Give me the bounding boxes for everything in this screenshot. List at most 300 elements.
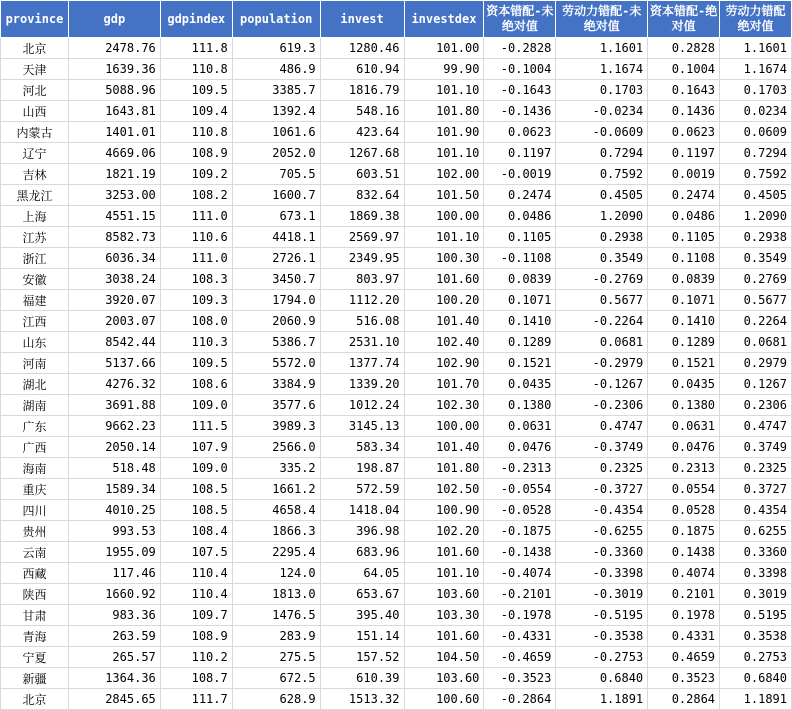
cell-investdex[interactable]: 103.60 — [404, 668, 484, 689]
cell-capital-misalloc-raw[interactable]: -0.3523 — [484, 668, 556, 689]
cell-capital-misalloc-abs[interactable]: 0.2828 — [648, 38, 720, 59]
cell-gdp[interactable]: 993.53 — [68, 521, 160, 542]
header-gdpindex[interactable]: gdpindex — [160, 1, 232, 38]
cell-labor-misalloc-abs[interactable]: 0.2979 — [720, 353, 792, 374]
cell-labor-misalloc-abs[interactable]: 0.3749 — [720, 437, 792, 458]
cell-population[interactable]: 3450.7 — [232, 269, 320, 290]
cell-gdp[interactable]: 1364.36 — [68, 668, 160, 689]
cell-labor-misalloc-raw[interactable]: -0.0234 — [556, 101, 648, 122]
cell-province[interactable]: 广西 — [1, 437, 69, 458]
cell-labor-misalloc-abs[interactable]: 0.2306 — [720, 395, 792, 416]
cell-labor-misalloc-abs[interactable]: 1.2090 — [720, 206, 792, 227]
cell-investdex[interactable]: 101.80 — [404, 101, 484, 122]
cell-invest[interactable]: 683.96 — [320, 542, 404, 563]
cell-gdpindex[interactable]: 108.0 — [160, 311, 232, 332]
cell-province[interactable]: 北京 — [1, 689, 69, 710]
cell-capital-misalloc-raw[interactable]: -0.1436 — [484, 101, 556, 122]
cell-population[interactable]: 2052.0 — [232, 143, 320, 164]
cell-province[interactable]: 吉林 — [1, 164, 69, 185]
cell-labor-misalloc-abs[interactable]: 0.3398 — [720, 563, 792, 584]
cell-capital-misalloc-abs[interactable]: 0.1197 — [648, 143, 720, 164]
cell-invest[interactable]: 1869.38 — [320, 206, 404, 227]
cell-capital-misalloc-abs[interactable]: 0.1289 — [648, 332, 720, 353]
cell-gdpindex[interactable]: 111.8 — [160, 38, 232, 59]
cell-investdex[interactable]: 100.30 — [404, 248, 484, 269]
cell-gdpindex[interactable]: 108.4 — [160, 521, 232, 542]
cell-invest[interactable]: 395.40 — [320, 605, 404, 626]
cell-population[interactable]: 5572.0 — [232, 353, 320, 374]
cell-investdex[interactable]: 104.50 — [404, 647, 484, 668]
cell-capital-misalloc-raw[interactable]: -0.1643 — [484, 80, 556, 101]
cell-province[interactable]: 海南 — [1, 458, 69, 479]
cell-population[interactable]: 1661.2 — [232, 479, 320, 500]
cell-labor-misalloc-raw[interactable]: 0.3549 — [556, 248, 648, 269]
cell-population[interactable]: 2295.4 — [232, 542, 320, 563]
cell-capital-misalloc-raw[interactable]: -0.0554 — [484, 479, 556, 500]
cell-gdp[interactable]: 4551.15 — [68, 206, 160, 227]
cell-gdpindex[interactable]: 111.0 — [160, 248, 232, 269]
cell-gdp[interactable]: 1643.81 — [68, 101, 160, 122]
cell-capital-misalloc-raw[interactable]: 0.1410 — [484, 311, 556, 332]
cell-labor-misalloc-raw[interactable]: -0.5195 — [556, 605, 648, 626]
cell-investdex[interactable]: 101.50 — [404, 185, 484, 206]
cell-labor-misalloc-abs[interactable]: 0.3360 — [720, 542, 792, 563]
cell-capital-misalloc-abs[interactable]: 0.1521 — [648, 353, 720, 374]
cell-labor-misalloc-raw[interactable]: 0.1703 — [556, 80, 648, 101]
cell-invest[interactable]: 583.34 — [320, 437, 404, 458]
cell-labor-misalloc-raw[interactable]: 1.1674 — [556, 59, 648, 80]
cell-investdex[interactable]: 102.00 — [404, 164, 484, 185]
cell-population[interactable]: 3989.3 — [232, 416, 320, 437]
cell-labor-misalloc-raw[interactable]: 0.6840 — [556, 668, 648, 689]
cell-capital-misalloc-abs[interactable]: 0.0486 — [648, 206, 720, 227]
cell-labor-misalloc-raw[interactable]: 1.1891 — [556, 689, 648, 710]
cell-capital-misalloc-abs[interactable]: 0.1438 — [648, 542, 720, 563]
cell-gdp[interactable]: 265.57 — [68, 647, 160, 668]
cell-invest[interactable]: 610.39 — [320, 668, 404, 689]
cell-province[interactable]: 宁夏 — [1, 647, 69, 668]
cell-invest[interactable]: 1280.46 — [320, 38, 404, 59]
cell-invest[interactable]: 1012.24 — [320, 395, 404, 416]
cell-capital-misalloc-abs[interactable]: 0.0631 — [648, 416, 720, 437]
cell-capital-misalloc-raw[interactable]: -0.0019 — [484, 164, 556, 185]
cell-population[interactable]: 2060.9 — [232, 311, 320, 332]
cell-investdex[interactable]: 102.40 — [404, 332, 484, 353]
cell-capital-misalloc-abs[interactable]: 0.1875 — [648, 521, 720, 542]
cell-province[interactable]: 江西 — [1, 311, 69, 332]
cell-invest[interactable]: 396.98 — [320, 521, 404, 542]
cell-labor-misalloc-abs[interactable]: 0.4505 — [720, 185, 792, 206]
cell-capital-misalloc-raw[interactable]: 0.0631 — [484, 416, 556, 437]
header-investdex[interactable]: investdex — [404, 1, 484, 38]
cell-capital-misalloc-abs[interactable]: 0.0528 — [648, 500, 720, 521]
cell-labor-misalloc-abs[interactable]: 0.2753 — [720, 647, 792, 668]
cell-gdpindex[interactable]: 107.9 — [160, 437, 232, 458]
cell-gdpindex[interactable]: 110.8 — [160, 122, 232, 143]
cell-labor-misalloc-abs[interactable]: 0.0234 — [720, 101, 792, 122]
cell-investdex[interactable]: 101.10 — [404, 227, 484, 248]
cell-capital-misalloc-raw[interactable]: 0.0476 — [484, 437, 556, 458]
cell-province[interactable]: 山东 — [1, 332, 69, 353]
cell-gdpindex[interactable]: 111.5 — [160, 416, 232, 437]
cell-province[interactable]: 湖南 — [1, 395, 69, 416]
cell-labor-misalloc-raw[interactable]: 0.5677 — [556, 290, 648, 311]
cell-gdp[interactable]: 518.48 — [68, 458, 160, 479]
cell-invest[interactable]: 2569.97 — [320, 227, 404, 248]
cell-labor-misalloc-raw[interactable]: 0.4747 — [556, 416, 648, 437]
cell-capital-misalloc-raw[interactable]: -0.2313 — [484, 458, 556, 479]
cell-gdp[interactable]: 2003.07 — [68, 311, 160, 332]
cell-investdex[interactable]: 101.70 — [404, 374, 484, 395]
cell-capital-misalloc-raw[interactable]: -0.0528 — [484, 500, 556, 521]
cell-gdpindex[interactable]: 108.2 — [160, 185, 232, 206]
cell-labor-misalloc-raw[interactable]: -0.3360 — [556, 542, 648, 563]
cell-labor-misalloc-abs[interactable]: 0.2938 — [720, 227, 792, 248]
cell-population[interactable]: 2726.1 — [232, 248, 320, 269]
cell-capital-misalloc-raw[interactable]: 0.1071 — [484, 290, 556, 311]
cell-province[interactable]: 广东 — [1, 416, 69, 437]
cell-labor-misalloc-raw[interactable]: -0.2306 — [556, 395, 648, 416]
cell-investdex[interactable]: 100.20 — [404, 290, 484, 311]
cell-invest[interactable]: 548.16 — [320, 101, 404, 122]
cell-province[interactable]: 上海 — [1, 206, 69, 227]
cell-province[interactable]: 北京 — [1, 38, 69, 59]
cell-investdex[interactable]: 101.00 — [404, 38, 484, 59]
cell-labor-misalloc-abs[interactable]: 0.2769 — [720, 269, 792, 290]
cell-capital-misalloc-raw[interactable]: -0.2101 — [484, 584, 556, 605]
cell-gdpindex[interactable]: 109.0 — [160, 458, 232, 479]
cell-gdpindex[interactable]: 108.9 — [160, 626, 232, 647]
cell-province[interactable]: 河北 — [1, 80, 69, 101]
cell-gdpindex[interactable]: 109.0 — [160, 395, 232, 416]
header-gdp[interactable]: gdp — [68, 1, 160, 38]
cell-capital-misalloc-abs[interactable]: 0.1105 — [648, 227, 720, 248]
cell-investdex[interactable]: 100.90 — [404, 500, 484, 521]
cell-population[interactable]: 3385.7 — [232, 80, 320, 101]
cell-province[interactable]: 贵州 — [1, 521, 69, 542]
cell-labor-misalloc-abs[interactable]: 0.2325 — [720, 458, 792, 479]
cell-investdex[interactable]: 101.10 — [404, 143, 484, 164]
cell-province[interactable]: 江苏 — [1, 227, 69, 248]
cell-capital-misalloc-abs[interactable]: 0.1410 — [648, 311, 720, 332]
cell-labor-misalloc-abs[interactable]: 0.1267 — [720, 374, 792, 395]
cell-population[interactable]: 1600.7 — [232, 185, 320, 206]
cell-province[interactable]: 云南 — [1, 542, 69, 563]
cell-investdex[interactable]: 103.60 — [404, 584, 484, 605]
cell-investdex[interactable]: 101.10 — [404, 80, 484, 101]
cell-labor-misalloc-raw[interactable]: 1.1601 — [556, 38, 648, 59]
cell-gdp[interactable]: 2845.65 — [68, 689, 160, 710]
cell-investdex[interactable]: 101.90 — [404, 122, 484, 143]
cell-gdpindex[interactable]: 109.5 — [160, 353, 232, 374]
cell-capital-misalloc-abs[interactable]: 0.1004 — [648, 59, 720, 80]
cell-capital-misalloc-raw[interactable]: -0.2864 — [484, 689, 556, 710]
cell-labor-misalloc-raw[interactable]: -0.6255 — [556, 521, 648, 542]
cell-capital-misalloc-abs[interactable]: 0.4074 — [648, 563, 720, 584]
cell-labor-misalloc-abs[interactable]: 0.0609 — [720, 122, 792, 143]
cell-capital-misalloc-raw[interactable]: 0.1105 — [484, 227, 556, 248]
cell-province[interactable]: 河南 — [1, 353, 69, 374]
cell-labor-misalloc-raw[interactable]: -0.1267 — [556, 374, 648, 395]
cell-investdex[interactable]: 101.40 — [404, 437, 484, 458]
cell-gdp[interactable]: 3920.07 — [68, 290, 160, 311]
cell-population[interactable]: 3384.9 — [232, 374, 320, 395]
cell-invest[interactable]: 1267.68 — [320, 143, 404, 164]
cell-gdpindex[interactable]: 109.5 — [160, 80, 232, 101]
cell-population[interactable]: 486.9 — [232, 59, 320, 80]
cell-labor-misalloc-raw[interactable]: 0.7592 — [556, 164, 648, 185]
cell-investdex[interactable]: 102.20 — [404, 521, 484, 542]
cell-investdex[interactable]: 101.60 — [404, 626, 484, 647]
cell-capital-misalloc-raw[interactable]: -0.1004 — [484, 59, 556, 80]
cell-labor-misalloc-raw[interactable]: -0.0609 — [556, 122, 648, 143]
cell-population[interactable]: 275.5 — [232, 647, 320, 668]
cell-investdex[interactable]: 102.30 — [404, 395, 484, 416]
cell-investdex[interactable]: 100.00 — [404, 416, 484, 437]
cell-gdpindex[interactable]: 109.4 — [160, 101, 232, 122]
cell-gdpindex[interactable]: 111.0 — [160, 206, 232, 227]
cell-province[interactable]: 山西 — [1, 101, 69, 122]
cell-gdpindex[interactable]: 108.7 — [160, 668, 232, 689]
cell-labor-misalloc-raw[interactable]: -0.2264 — [556, 311, 648, 332]
cell-capital-misalloc-abs[interactable]: 0.1978 — [648, 605, 720, 626]
cell-gdpindex[interactable]: 110.3 — [160, 332, 232, 353]
cell-capital-misalloc-abs[interactable]: 0.0623 — [648, 122, 720, 143]
cell-investdex[interactable]: 101.40 — [404, 311, 484, 332]
cell-province[interactable]: 内蒙古 — [1, 122, 69, 143]
cell-labor-misalloc-raw[interactable]: -0.3727 — [556, 479, 648, 500]
cell-labor-misalloc-abs[interactable]: 0.3727 — [720, 479, 792, 500]
cell-population[interactable]: 124.0 — [232, 563, 320, 584]
cell-labor-misalloc-raw[interactable]: 0.7294 — [556, 143, 648, 164]
cell-investdex[interactable]: 101.80 — [404, 458, 484, 479]
cell-invest[interactable]: 803.97 — [320, 269, 404, 290]
cell-province[interactable]: 天津 — [1, 59, 69, 80]
cell-capital-misalloc-abs[interactable]: 0.2313 — [648, 458, 720, 479]
cell-invest[interactable]: 516.08 — [320, 311, 404, 332]
cell-gdpindex[interactable]: 107.5 — [160, 542, 232, 563]
cell-gdp[interactable]: 1589.34 — [68, 479, 160, 500]
cell-labor-misalloc-abs[interactable]: 0.7294 — [720, 143, 792, 164]
cell-gdpindex[interactable]: 109.2 — [160, 164, 232, 185]
cell-capital-misalloc-abs[interactable]: 0.4659 — [648, 647, 720, 668]
cell-capital-misalloc-abs[interactable]: 0.2864 — [648, 689, 720, 710]
cell-gdp[interactable]: 263.59 — [68, 626, 160, 647]
header-province[interactable]: province — [1, 1, 69, 38]
cell-gdpindex[interactable]: 110.8 — [160, 59, 232, 80]
cell-labor-misalloc-raw[interactable]: -0.2769 — [556, 269, 648, 290]
cell-labor-misalloc-raw[interactable]: -0.3398 — [556, 563, 648, 584]
cell-investdex[interactable]: 103.30 — [404, 605, 484, 626]
cell-gdp[interactable]: 8582.73 — [68, 227, 160, 248]
cell-gdpindex[interactable]: 109.7 — [160, 605, 232, 626]
cell-gdp[interactable]: 4010.25 — [68, 500, 160, 521]
cell-labor-misalloc-abs[interactable]: 0.5677 — [720, 290, 792, 311]
cell-gdp[interactable]: 117.46 — [68, 563, 160, 584]
cell-population[interactable]: 619.3 — [232, 38, 320, 59]
cell-population[interactable]: 628.9 — [232, 689, 320, 710]
cell-invest[interactable]: 64.05 — [320, 563, 404, 584]
cell-gdp[interactable]: 5137.66 — [68, 353, 160, 374]
cell-labor-misalloc-abs[interactable]: 0.0681 — [720, 332, 792, 353]
cell-invest[interactable]: 572.59 — [320, 479, 404, 500]
cell-labor-misalloc-raw[interactable]: -0.2753 — [556, 647, 648, 668]
cell-labor-misalloc-abs[interactable]: 0.2264 — [720, 311, 792, 332]
cell-gdp[interactable]: 1639.36 — [68, 59, 160, 80]
header-labor-misalloc-abs[interactable]: 劳动力错配绝对值 — [720, 1, 792, 38]
cell-capital-misalloc-raw[interactable]: 0.1197 — [484, 143, 556, 164]
cell-gdpindex[interactable]: 108.5 — [160, 479, 232, 500]
cell-population[interactable]: 2566.0 — [232, 437, 320, 458]
cell-gdpindex[interactable]: 108.9 — [160, 143, 232, 164]
cell-capital-misalloc-raw[interactable]: -0.4659 — [484, 647, 556, 668]
cell-population[interactable]: 705.5 — [232, 164, 320, 185]
cell-gdp[interactable]: 1660.92 — [68, 584, 160, 605]
cell-labor-misalloc-raw[interactable]: -0.3538 — [556, 626, 648, 647]
cell-investdex[interactable]: 100.00 — [404, 206, 484, 227]
cell-capital-misalloc-abs[interactable]: 0.0435 — [648, 374, 720, 395]
cell-gdp[interactable]: 2478.76 — [68, 38, 160, 59]
cell-population[interactable]: 1476.5 — [232, 605, 320, 626]
cell-province[interactable]: 辽宁 — [1, 143, 69, 164]
cell-population[interactable]: 1061.6 — [232, 122, 320, 143]
cell-invest[interactable]: 1377.74 — [320, 353, 404, 374]
cell-population[interactable]: 3577.6 — [232, 395, 320, 416]
cell-capital-misalloc-abs[interactable]: 0.2101 — [648, 584, 720, 605]
cell-capital-misalloc-raw[interactable]: -0.4331 — [484, 626, 556, 647]
cell-gdpindex[interactable]: 110.4 — [160, 563, 232, 584]
cell-gdpindex[interactable]: 108.5 — [160, 500, 232, 521]
cell-gdpindex[interactable]: 111.7 — [160, 689, 232, 710]
cell-gdp[interactable]: 1821.19 — [68, 164, 160, 185]
cell-labor-misalloc-abs[interactable]: 0.3538 — [720, 626, 792, 647]
cell-invest[interactable]: 603.51 — [320, 164, 404, 185]
cell-capital-misalloc-raw[interactable]: 0.1289 — [484, 332, 556, 353]
cell-labor-misalloc-raw[interactable]: -0.3019 — [556, 584, 648, 605]
cell-labor-misalloc-abs[interactable]: 1.1674 — [720, 59, 792, 80]
cell-gdpindex[interactable]: 110.4 — [160, 584, 232, 605]
cell-province[interactable]: 黑龙江 — [1, 185, 69, 206]
cell-gdp[interactable]: 6036.34 — [68, 248, 160, 269]
cell-province[interactable]: 新疆 — [1, 668, 69, 689]
header-invest[interactable]: invest — [320, 1, 404, 38]
cell-invest[interactable]: 198.87 — [320, 458, 404, 479]
cell-gdp[interactable]: 4669.06 — [68, 143, 160, 164]
cell-gdp[interactable]: 3038.24 — [68, 269, 160, 290]
cell-labor-misalloc-raw[interactable]: 0.2938 — [556, 227, 648, 248]
cell-population[interactable]: 4418.1 — [232, 227, 320, 248]
cell-population[interactable]: 283.9 — [232, 626, 320, 647]
cell-province[interactable]: 福建 — [1, 290, 69, 311]
cell-investdex[interactable]: 101.60 — [404, 542, 484, 563]
cell-labor-misalloc-abs[interactable]: 1.1891 — [720, 689, 792, 710]
cell-capital-misalloc-abs[interactable]: 0.0839 — [648, 269, 720, 290]
cell-capital-misalloc-abs[interactable]: 0.0476 — [648, 437, 720, 458]
cell-invest[interactable]: 1339.20 — [320, 374, 404, 395]
cell-invest[interactable]: 1513.32 — [320, 689, 404, 710]
cell-invest[interactable]: 2349.95 — [320, 248, 404, 269]
cell-invest[interactable]: 2531.10 — [320, 332, 404, 353]
cell-labor-misalloc-raw[interactable]: 1.2090 — [556, 206, 648, 227]
cell-gdp[interactable]: 5088.96 — [68, 80, 160, 101]
cell-investdex[interactable]: 101.60 — [404, 269, 484, 290]
cell-labor-misalloc-raw[interactable]: -0.4354 — [556, 500, 648, 521]
cell-capital-misalloc-raw[interactable]: 0.1521 — [484, 353, 556, 374]
cell-gdp[interactable]: 9662.23 — [68, 416, 160, 437]
cell-capital-misalloc-raw[interactable]: 0.0839 — [484, 269, 556, 290]
cell-population[interactable]: 1794.0 — [232, 290, 320, 311]
cell-population[interactable]: 4658.4 — [232, 500, 320, 521]
cell-investdex[interactable]: 102.90 — [404, 353, 484, 374]
cell-gdp[interactable]: 3691.88 — [68, 395, 160, 416]
cell-labor-misalloc-abs[interactable]: 0.5195 — [720, 605, 792, 626]
cell-labor-misalloc-abs[interactable]: 0.6840 — [720, 668, 792, 689]
cell-invest[interactable]: 1418.04 — [320, 500, 404, 521]
cell-labor-misalloc-raw[interactable]: -0.3749 — [556, 437, 648, 458]
cell-labor-misalloc-abs[interactable]: 0.3019 — [720, 584, 792, 605]
cell-capital-misalloc-raw[interactable]: 0.1380 — [484, 395, 556, 416]
cell-labor-misalloc-raw[interactable]: 0.4505 — [556, 185, 648, 206]
cell-population[interactable]: 335.2 — [232, 458, 320, 479]
cell-invest[interactable]: 423.64 — [320, 122, 404, 143]
cell-province[interactable]: 四川 — [1, 500, 69, 521]
cell-province[interactable]: 青海 — [1, 626, 69, 647]
cell-investdex[interactable]: 101.10 — [404, 563, 484, 584]
cell-population[interactable]: 1813.0 — [232, 584, 320, 605]
cell-capital-misalloc-raw[interactable]: 0.0486 — [484, 206, 556, 227]
cell-capital-misalloc-raw[interactable]: -0.1875 — [484, 521, 556, 542]
cell-invest[interactable]: 151.14 — [320, 626, 404, 647]
header-population[interactable]: population — [232, 1, 320, 38]
header-labor-misalloc-raw[interactable]: 劳动力错配-未绝对值 — [556, 1, 648, 38]
cell-gdp[interactable]: 4276.32 — [68, 374, 160, 395]
cell-capital-misalloc-abs[interactable]: 0.3523 — [648, 668, 720, 689]
cell-capital-misalloc-abs[interactable]: 0.4331 — [648, 626, 720, 647]
cell-capital-misalloc-raw[interactable]: -0.2828 — [484, 38, 556, 59]
cell-capital-misalloc-abs[interactable]: 0.0554 — [648, 479, 720, 500]
cell-capital-misalloc-raw[interactable]: 0.2474 — [484, 185, 556, 206]
cell-labor-misalloc-abs[interactable]: 1.1601 — [720, 38, 792, 59]
cell-invest[interactable]: 610.94 — [320, 59, 404, 80]
cell-capital-misalloc-abs[interactable]: 0.0019 — [648, 164, 720, 185]
cell-invest[interactable]: 653.67 — [320, 584, 404, 605]
cell-province[interactable]: 安徽 — [1, 269, 69, 290]
cell-gdpindex[interactable]: 110.6 — [160, 227, 232, 248]
cell-population[interactable]: 673.1 — [232, 206, 320, 227]
cell-invest[interactable]: 157.52 — [320, 647, 404, 668]
cell-gdp[interactable]: 2050.14 — [68, 437, 160, 458]
cell-gdp[interactable]: 1401.01 — [68, 122, 160, 143]
cell-labor-misalloc-abs[interactable]: 0.6255 — [720, 521, 792, 542]
cell-capital-misalloc-raw[interactable]: -0.1438 — [484, 542, 556, 563]
cell-population[interactable]: 5386.7 — [232, 332, 320, 353]
cell-population[interactable]: 1392.4 — [232, 101, 320, 122]
cell-province[interactable]: 甘肃 — [1, 605, 69, 626]
cell-population[interactable]: 672.5 — [232, 668, 320, 689]
cell-province[interactable]: 浙江 — [1, 248, 69, 269]
cell-capital-misalloc-abs[interactable]: 0.1108 — [648, 248, 720, 269]
cell-investdex[interactable]: 100.60 — [404, 689, 484, 710]
cell-investdex[interactable]: 99.90 — [404, 59, 484, 80]
cell-invest[interactable]: 1112.20 — [320, 290, 404, 311]
cell-capital-misalloc-abs[interactable]: 0.1071 — [648, 290, 720, 311]
cell-invest[interactable]: 1816.79 — [320, 80, 404, 101]
cell-labor-misalloc-abs[interactable]: 0.4354 — [720, 500, 792, 521]
cell-labor-misalloc-abs[interactable]: 0.3549 — [720, 248, 792, 269]
cell-gdpindex[interactable]: 108.6 — [160, 374, 232, 395]
cell-investdex[interactable]: 102.50 — [404, 479, 484, 500]
cell-capital-misalloc-raw[interactable]: -0.1108 — [484, 248, 556, 269]
